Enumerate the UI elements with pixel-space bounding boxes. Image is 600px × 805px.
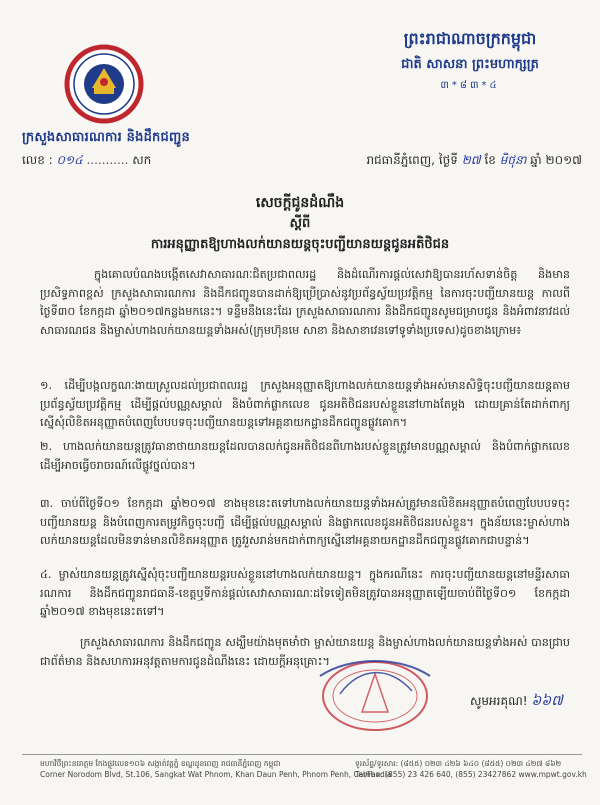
reference-number bbox=[22, 152, 151, 170]
date-month-label: ខែ bbox=[484, 153, 496, 167]
address-khmer: មហាវិថីព្រះនរោត្តម កែងផ្លូវលេខ១០៦ សង្កាត់វត្តភ្នំ ខណ្ឌដូនពេញ រាជធានីភ្នំពេញ កម្ពុជា bbox=[40, 759, 281, 768]
reference-row bbox=[22, 150, 582, 172]
date-year: ២០១៧ bbox=[545, 153, 582, 167]
date-prefix: រាជធានីភ្នំពេញ, ថ្ងៃទី bbox=[366, 153, 458, 167]
footer-contact bbox=[355, 758, 587, 780]
contact-phone: Tel/Fax: (855) 23 426 640, (855) 23427862 bbox=[355, 770, 517, 779]
address-english: Corner Norodom Blvd, St.106, Sangkat Wat Phnom, Khan Daun Penh, Phnom Penh, Cambodia bbox=[40, 770, 392, 779]
date-month: មិថុនា bbox=[499, 153, 527, 167]
kingdom-title: ព្រះរាជាណាចក្រកម្ពុជា bbox=[403, 29, 537, 48]
footer-divider bbox=[22, 754, 582, 755]
document-date bbox=[366, 152, 582, 170]
official-seal-icon bbox=[300, 636, 450, 732]
ministry-logo bbox=[64, 44, 144, 124]
contact-english bbox=[355, 769, 587, 780]
header-ornament: ៣*៨៣*៤ bbox=[440, 80, 500, 91]
signature-initials: ៦៦៧ bbox=[531, 693, 563, 709]
notice-title: សេចក្ដីជូនដំណឹង bbox=[255, 195, 345, 211]
item-1: ១. ដើម្បីបង្កលក្ខណៈងាយស្រួលដល់ប្រជាពលរដ្ឋ ក្រសួងអនុញ្ញាតឱ្យហាងលក់យានយន្តទាំងអស់មានសិទ្ធិចុះបញ្ជីយានយន្តតាមប្រព័ន្ធស្វ័យប្រវត្តិកម្ម ដើម្បីផ្ដល់បណ្ណសម្គាល់ និងបំពាក់ផ្លាកលេខ ជូនអតិថិជនរបស់ខ្លួននៅហាងតែម្ដង ដោយគ្រាន់តែដាក់ពាក្យស្នើសុំលិខិតអនុញ្ញាតបំពេញបែបបទចុះបញ្ជីយានយន្តទៅអគ្គនាយកដ្ឋានដឹកជញ្ជូនផ្លូវគោក។ bbox=[40, 379, 570, 429]
national-motto: ជាតិ សាសនា ព្រះមហាក្សត្រ bbox=[401, 57, 539, 72]
number-suffix: សក bbox=[132, 153, 152, 167]
date-year-label: ឆ្នាំ bbox=[530, 153, 542, 167]
intro-paragraph: ក្នុងគោលបំណងបង្កើតសេវាសាធារណៈជិតប្រជាពលរដ្ឋ និងដំណើរការផ្ដល់សេវាឱ្យបានរហ័សទាន់ចិត្ត និងមានប្រសិទ្ធភាពខ្ពស់ ក្រសួងសាធារណការ និងដឹកជញ្ជូនបានដាក់ឱ្យប្រើប្រាស់នូវប្រព័ន្ធស្វ័យប្រវត្តិកម្ម នៃការចុះបញ្ជីយានយន្ត កាលពីថ្ងៃទី៣០ ខែកក្កដា ឆ្នាំ២០១៧កន្លងមកនេះ។ ទន្ទឹមនឹងនេះដែរ ក្រសួងសាធារណការ និងដឹកជញ្ជូនសូមជម្រាបជូន និងអំពាវនាវដល់សាធារណជន និងម្ចាស់ហាងលក់យានយន្តទាំងអស់(ក្រុមហ៊ុនមេ សាខា និងសាខាវេនទៅទូទាំងប្រទេស)ដូចខាងក្រោម៖ bbox=[40, 268, 570, 337]
closing-paragraph: ក្រសួងសាធារណការ និងដឹកជញ្ជូន សង្ឃឹមយ៉ាងមុតមាំថា ម្ចាស់យានយន្ត និងម្ចាស់ហាងលក់យានយន្តទាំងអស់ បានជ្រាបជាព័ត៌មាន និងសហការអនុវត្តតាមការជូនដំណឹងនេះ ដោយក្ដីអនុគ្រោះ។ bbox=[40, 636, 570, 668]
number-dots: ........... bbox=[86, 153, 133, 167]
ministry-name: ក្រសួងសាធារណការ និងដឹកជញ្ជូន bbox=[22, 130, 190, 145]
notice-subtitle: ស្ដីពី bbox=[289, 216, 311, 231]
contact-website[interactable]: www.mpwt.gov.kh bbox=[518, 770, 587, 779]
item-4: ៤. ម្ចាស់យានយន្តត្រូវស្នើសុំចុះបញ្ជីយានយន្តរបស់ខ្លួននៅហាងលក់យានយន្ត។ ក្នុងករណីនេះ ការចុះបញ្ជីយានយន្តនៅមន្ទីរសាធារណការ និងដឹកជញ្ជូនរាជធានី-ខេត្តឬទីកាន់ផ្ដល់សេវាសាធារណៈដទៃទៀតមិនត្រូវបានអនុញ្ញាតឡើយចាប់ពីថ្ងៃទី០១ ខែកក្កដា ឆ្នាំ២០១៧ ខាងមុខនេះតទៅ។ bbox=[40, 568, 570, 618]
notice-subject: ការអនុញ្ញាតឱ្យហាងលក់យានយន្តចុះបញ្ជីយានយន្តជូនអតិថិជន bbox=[150, 237, 450, 252]
contact-khmer: ទូរស័ព្ទ/ទូរសារ: (៨៥៥) ០២៣ ៤២៦ ៦៤០ (៨៥៥) ០២៣ ៤២៧ ៨៦២ bbox=[355, 759, 562, 768]
footer-address bbox=[40, 758, 391, 780]
number-value: ០១៤ bbox=[56, 153, 83, 167]
item-2: ២. ហាងលក់យានយន្តត្រូវធានាថាយានយន្តដែលបានលក់ជូនអតិថិជនពីហាងរបស់ខ្លួនត្រូវមានបណ្ណសម្គាល់ និងបំពាក់ផ្លាកលេខ ដើម្បីអាចធ្វើចរាចរណ៍លើផ្លូវថ្នល់បាន។ bbox=[40, 440, 570, 472]
item-3: ៣. ចាប់ពីថ្ងៃទី០១ ខែកក្កដា ឆ្នាំ២០១៧ ខាងមុខនេះតទៅហាងលក់យានយន្តទាំងអស់ត្រូវមានលិខិតអនុញ្ញាតបំពេញបែបបទចុះបញ្ជីយានយន្ត និងបំពេញការតម្រូវកិច្ចចុះបញ្ជី ដើម្បីផ្ដល់បណ្ណសម្គាល់ និងផ្លាកលេខជូនអតិថិជនរបស់ខ្លួន។ ក្នុងន័យនេះម្ចាស់ហាងលក់យានយន្តដែលមិនទាន់មានលិខិតអនុញ្ញាត ត្រូវរួសរាន់មកដាក់ពាក្យស្នើនៅអគ្គនាយកដ្ឋានដឹកជញ្ជូនផ្លូវគោកជាបន្ទាន់។ bbox=[40, 497, 570, 547]
number-label: លេខ : bbox=[22, 153, 53, 167]
thanks-text: សូមអរគុណ! bbox=[470, 694, 528, 708]
date-day: ២៧ bbox=[461, 153, 481, 167]
closing-thanks bbox=[470, 691, 563, 712]
